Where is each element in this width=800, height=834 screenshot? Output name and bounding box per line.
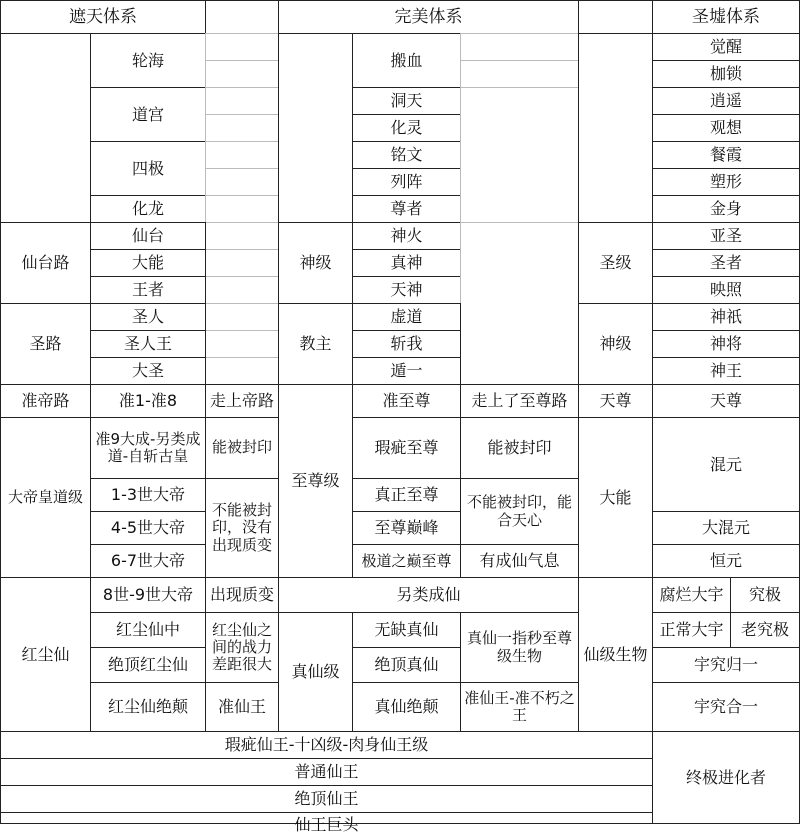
gap-cell <box>205 141 279 169</box>
zhetian-zhanlichaju: 红尘仙之间的战力差距很大 <box>205 612 279 683</box>
wanmei-blank-cell <box>460 60 579 88</box>
gap-cell <box>205 222 279 250</box>
wanmei-dunyi: 遁一 <box>352 357 461 385</box>
bottom-row-4: 仙王巨头 <box>0 812 653 824</box>
wanmei-zhizunji: 至尊级 <box>278 384 353 578</box>
wanmei-linglei: 另类成仙 <box>278 577 579 613</box>
shengxu-hengyuan: 恒元 <box>652 544 800 578</box>
zhetian-dadi67: 6-7世大帝 <box>90 544 206 578</box>
wanmei-liezhen: 列阵 <box>352 168 461 196</box>
shengxu-shenji: 神级 <box>578 303 653 385</box>
wanmei-zhenxianzhimiao: 真仙一指秒至尊级生物 <box>460 612 579 683</box>
gap-cell <box>205 303 279 331</box>
wanmei-xiacizhizun: 瑕疵至尊 <box>352 417 461 479</box>
zhetian-dadi45: 4-5世大帝 <box>90 511 206 545</box>
zhetian-wangzhe: 王者 <box>90 276 206 304</box>
shengxu-yujiuheyi: 宇究合一 <box>652 682 800 732</box>
header-wanmei: 完美体系 <box>278 0 579 34</box>
shengxu-blank-top <box>578 33 653 223</box>
gap-cell <box>205 87 279 115</box>
wanmei-jiaozhu: 教主 <box>278 303 353 385</box>
wanmei-mingwen: 铭文 <box>352 141 461 169</box>
shengxu-canxia: 餐霞 <box>652 141 800 169</box>
wanmei-blank-cell <box>460 222 579 385</box>
wanmei-zhanwo: 斩我 <box>352 330 461 358</box>
zhetian-lunhai: 轮海 <box>90 33 206 88</box>
shengxu-laojiuji: 老究极 <box>730 612 800 648</box>
bottom-row-3: 绝顶仙王 <box>0 785 653 813</box>
wanmei-zunzhe: 尊者 <box>352 195 461 223</box>
header-blank-1 <box>205 0 279 34</box>
shengxu-tianzun-left: 天尊 <box>578 384 653 418</box>
wanmei-hualing: 化灵 <box>352 114 461 142</box>
gap-cell <box>205 168 279 196</box>
zhetian-dadihuangdaoji: 大帝皇道级 <box>0 417 91 578</box>
shengxu-jinshen: 金身 <box>652 195 800 223</box>
gap-cell <box>205 276 279 304</box>
shengxu-xianjishengwu: 仙级生物 <box>578 577 653 732</box>
wanmei-zoushangzhizunlu: 走上了至尊路 <box>460 384 579 418</box>
header-zhetian: 遮天体系 <box>0 0 206 34</box>
wanmei-zhunzhizun: 准至尊 <box>352 384 461 418</box>
gap-cell <box>205 195 279 223</box>
zhetian-zoushangdilu: 走上帝路 <box>205 384 279 418</box>
zhetian-hongchenxian: 红尘仙 <box>0 577 91 732</box>
wanmei-tianshen: 天神 <box>352 276 461 304</box>
wanmei-nengbeifengyin: 能被封印 <box>460 417 579 479</box>
zhetian-juedinghongchenxian: 绝顶红尘仙 <box>90 647 206 683</box>
zhetian-shenglu: 圣路 <box>0 303 91 385</box>
zhetian-zhundi: 准1-准8 <box>90 384 206 418</box>
gap-cell <box>205 60 279 88</box>
shengxu-daneng: 大能 <box>578 417 653 578</box>
shengxu-xiaoyao: 逍遥 <box>652 87 800 115</box>
wanmei-jidaozhidianzhizun: 极道之巅至尊 <box>352 544 461 578</box>
zhetian-zhundilu: 准帝路 <box>0 384 91 418</box>
wanmei-zhenxianji: 真仙级 <box>278 612 353 732</box>
shengxu-suxing: 塑形 <box>652 168 800 196</box>
gap-cell <box>205 114 279 142</box>
wanmei-youchengxianqixi: 有成仙气息 <box>460 544 579 578</box>
zhetian-daogong: 道宫 <box>90 87 206 142</box>
shengxu-tianzun-right: 天尊 <box>652 384 800 418</box>
bottom-row-2: 普通仙王 <box>0 758 653 786</box>
header-shengxu: 圣墟体系 <box>652 0 800 34</box>
shengxu-guanxiang: 观想 <box>652 114 800 142</box>
gap-cell <box>205 249 279 277</box>
shengxu-shengji: 圣级 <box>578 222 653 304</box>
wanmei-zhenshen: 真神 <box>352 249 461 277</box>
zhetian-shengrenwang: 圣人王 <box>90 330 206 358</box>
zhetian-hongchenxianzhong: 红尘仙中 <box>90 612 206 648</box>
wanmei-juedingzhenxian: 绝顶真仙 <box>352 647 461 683</box>
zhetian-bunengbeifengyin: 不能被封印，没有出现质变 <box>205 478 279 578</box>
wanmei-wuquezhenxian: 无缺真仙 <box>352 612 461 648</box>
wanmei-shenji: 神级 <box>278 222 353 304</box>
gap-cell <box>205 330 279 358</box>
zhetian-blank-top <box>0 33 91 223</box>
bottom-row-1: 瑕疵仙王-十凶级-肉身仙王级 <box>0 731 653 759</box>
shengxu-hunyuan: 混元 <box>652 417 800 512</box>
wanmei-blank-cell <box>460 87 579 223</box>
wanmei-banxue: 搬血 <box>352 33 461 88</box>
zhetian-xiantailu: 仙台路 <box>0 222 91 304</box>
wanmei-zhenzhengzhizun: 真正至尊 <box>352 478 461 512</box>
zhetian-dadi13: 1-3世大帝 <box>90 478 206 512</box>
shengxu-shengzhe: 圣者 <box>652 249 800 277</box>
shengxu-shenwang: 神王 <box>652 357 800 385</box>
shengxu-yasheng: 亚圣 <box>652 222 800 250</box>
shengxu-dahunyuan: 大混元 <box>652 511 800 545</box>
zhetian-daneng: 大能 <box>90 249 206 277</box>
wanmei-bunengbeifengyin: 不能被封印，能合天心 <box>460 478 579 545</box>
wanmei-zhizundianfeng: 至尊巅峰 <box>352 511 461 545</box>
zhetian-zhunxianwang: 准仙王 <box>205 682 279 732</box>
zhetian-xiantai: 仙台 <box>90 222 206 250</box>
gap-cell <box>205 357 279 385</box>
zhetian-hongchenxianjuedian: 红尘仙绝颠 <box>90 682 206 732</box>
shengxu-jiasuo: 枷锁 <box>652 60 800 88</box>
wanmei-blank-cell <box>460 33 579 61</box>
zhetian-hualong: 化龙 <box>90 195 206 223</box>
wanmei-blank-top <box>278 33 353 223</box>
shengxu-fulandayu: 腐烂大宇 <box>652 577 731 613</box>
gap-cell <box>205 33 279 61</box>
wanmei-xudao: 虚道 <box>352 303 461 331</box>
zhetian-zhun9: 准9大成-另类成道-自斩古皇 <box>90 417 206 479</box>
zhetian-nengbeifengyin: 能被封印 <box>205 417 279 479</box>
shengxu-juexing: 觉醒 <box>652 33 800 61</box>
wanmei-dongtian: 洞天 <box>352 87 461 115</box>
shengxu-shenzhi: 神祇 <box>652 303 800 331</box>
zhetian-chuxianzhibian: 出现质变 <box>205 577 279 613</box>
shengxu-zhengchangdayu: 正常大宇 <box>652 612 731 648</box>
zhetian-shengren: 圣人 <box>90 303 206 331</box>
shengxu-shenjiang: 神将 <box>652 330 800 358</box>
wanmei-zhunxianwangbuxiu: 准仙王-准不朽之王 <box>460 682 579 732</box>
shengxu-yingzhao: 映照 <box>652 276 800 304</box>
shengxu-zhongjijinhuazhe: 终极进化者 <box>652 731 800 824</box>
zhetian-dasheng: 大圣 <box>90 357 206 385</box>
header-blank-2 <box>578 0 653 34</box>
shengxu-yujiuguiyi: 宇究归一 <box>652 647 800 683</box>
wanmei-zhenxianjuedian: 真仙绝颠 <box>352 682 461 732</box>
wanmei-shenhuo: 神火 <box>352 222 461 250</box>
zhetian-siji: 四极 <box>90 141 206 196</box>
zhetian-dadi89: 8世-9世大帝 <box>90 577 206 613</box>
shengxu-jiuji: 究极 <box>730 577 800 613</box>
